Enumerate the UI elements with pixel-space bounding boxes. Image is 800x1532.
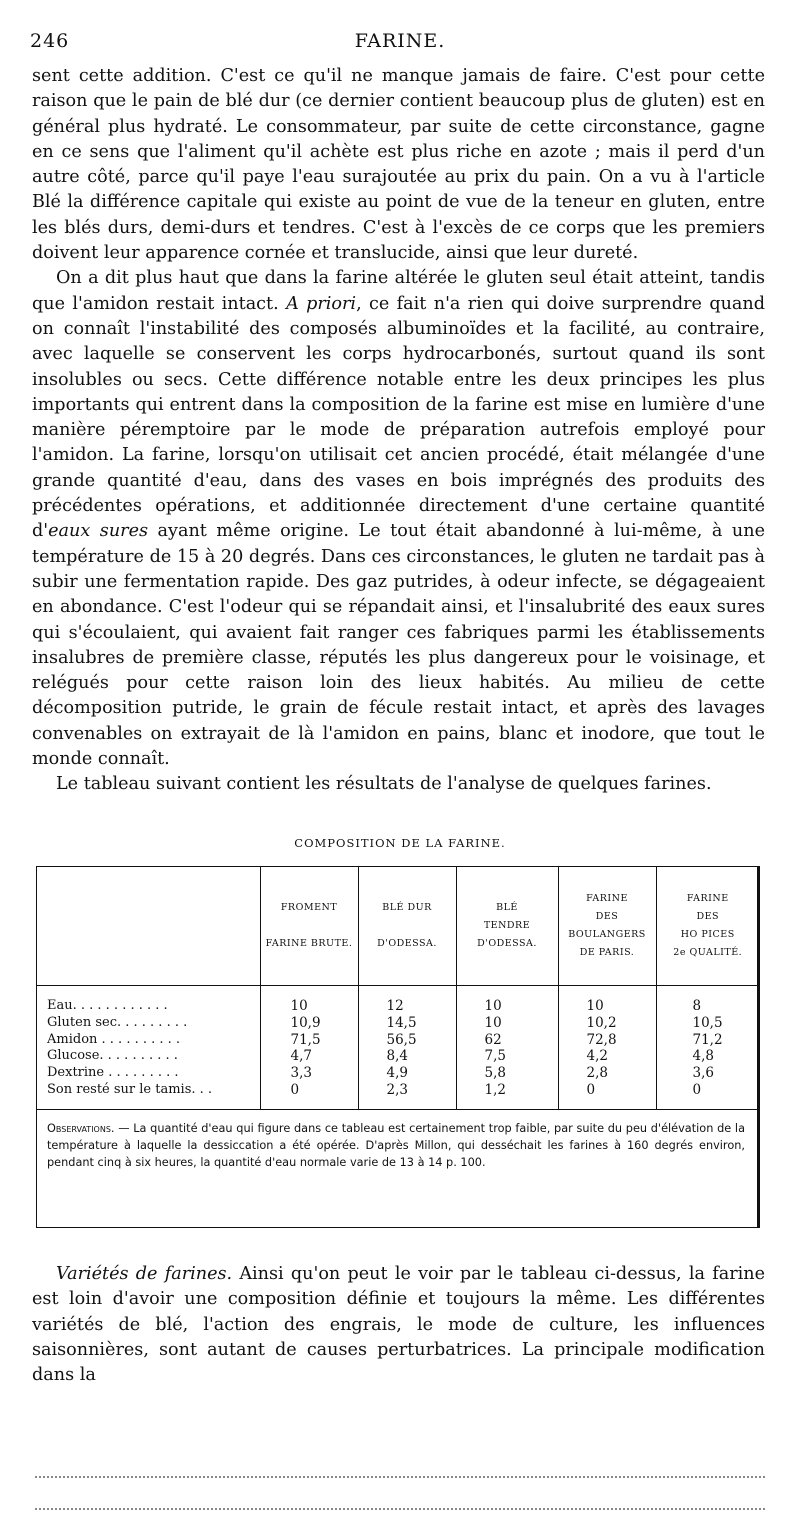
table-cell: 8 (656, 986, 759, 1015)
table-cell: 8,4 (358, 1048, 456, 1065)
paragraph-2-italic-a-priori: A priori (286, 293, 357, 314)
page-number: 246 (30, 30, 70, 52)
page-header (30, 30, 770, 56)
table-cell: 10,5 (656, 1015, 759, 1032)
table-cell: 56,5 (358, 1032, 456, 1049)
table-cell: 7,5 (456, 1048, 558, 1065)
column-header-hospices: FARINE DES HO PICES 2e QUALITÉ. (656, 867, 759, 986)
table-row (37, 1082, 759, 1109)
observations-label: Observations. (47, 1121, 115, 1135)
column-header-froment: FROMENT FARINE BRUTE. (260, 867, 358, 986)
running-title: FARINE. (354, 30, 446, 52)
table-cell: 10 (260, 986, 358, 1015)
table-cell: 0 (656, 1082, 759, 1109)
composition-table (36, 866, 760, 1228)
row-label: Son resté sur le tamis. . . (47, 1081, 213, 1097)
composition-grid (37, 867, 759, 1109)
table-cell: 71,5 (260, 1032, 358, 1049)
row-label: Glucose. . . . . . . . . . (47, 1048, 178, 1064)
table-cell: 4,9 (358, 1065, 456, 1082)
table-cell: 3,6 (656, 1065, 759, 1082)
table-row (37, 986, 759, 1015)
table-row (37, 1015, 759, 1032)
body-text-lower (32, 1262, 765, 1388)
column-header-ble-dur: BLÉ DUR D'ODESSA. (358, 867, 456, 986)
scan-noise-line (35, 1476, 765, 1480)
paragraph-2-part-b: , ce fait n'a rien qui doive surprendre quand on connaît l'instabilité des composés albuminoïdes et la facilité, au contraire, avec laquelle se conservent les corps hydrocarbonés, surtout quand ils sont insolubles ou secs. Cette différence notable entre les deux principes les plus importants qui entrent dans la composition de la farine est mise en lumière d'une manière péremptoire par le mode de préparation autrefois employé pour l'amidon. La farine, lorsqu'on utilisait cet ancien procédé, était mélangée d'une grande quantité d'eau, dans des vases en bois imprégnés des produits des précédentes opérations, et additionnée directement d'une certaine quantité d' (32, 293, 766, 542)
table-cell: 10,9 (260, 1015, 358, 1032)
section-heading-varietes: Variétés de farines. (56, 1264, 233, 1284)
table-cell: 1,2 (456, 1082, 558, 1109)
paragraph-4 (32, 1262, 765, 1388)
observations-text: — La quantité d'eau qui figure dans ce tableau est certainement trop faible, par suite du peu d'élévation de la température à laquelle la dessiccation a été opérée. D'après Millon, qui desséchait les farines à 160 degrés environ, pendant cinq à six heures, la quantité d'eau normale varie de 13 à 14 p. 100. (47, 1121, 745, 1169)
table-cell: 10 (456, 986, 558, 1015)
table-cell: 0 (558, 1082, 656, 1109)
table-cell: 4,7 (260, 1048, 358, 1065)
paragraph-2-part-a: On a dit plus haut que dans la farine altérée le gluten seul était atteint, tandis que l'amidon restait intact. (32, 268, 765, 314)
header-blank-cell (37, 867, 260, 986)
column-header-boulangers: FARINE DES BOULANGERS DE PARIS. (558, 867, 656, 986)
table-cell: 5,8 (456, 1065, 558, 1082)
table-caption: COMPOSITION DE LA FARINE. (294, 836, 506, 850)
table-cell: 12 (358, 986, 456, 1015)
row-label: Amidon . . . . . . . . . . (47, 1031, 181, 1047)
table-cell: 2,8 (558, 1065, 656, 1082)
row-label: Eau. . . . . . . . . . . . (47, 998, 168, 1013)
table-cell: 14,5 (358, 1015, 456, 1032)
table-observations (37, 1109, 757, 1171)
paragraph-1: sent cette addition. C'est ce qu'il ne manque jamais de faire. C'est pour cette raison que le pain de blé dur (ce dernier contient beaucoup plus de gluten) est en général plus hydraté. Le consommateur, par suite de cette circonstance, gagne en ce sens que l'aliment qu'il achète est plus riche en azote ; mais il perd d'un autre côté, parce qu'il paye l'eau surajoutée au prix du pain. On a vu à l'article Blé la différence capitale qui existe au point de vue de la teneur en gluten, entre les blés durs, demi-durs et tendres. C'est à l'excès de ce corps que les premiers doivent leur apparence cornée et translucide, ainsi que leur dureté. (32, 66, 765, 264)
row-label: Dextrine . . . . . . . . . (47, 1065, 179, 1081)
table-cell: 10,2 (558, 1015, 656, 1032)
table-row (37, 1048, 759, 1065)
table-row (37, 1065, 759, 1082)
paragraph-2-italic-eaux-sures: eaux sures (48, 521, 149, 542)
table-cell: 3,3 (260, 1065, 358, 1082)
table-header-row (37, 867, 759, 986)
table-cell: 10 (456, 1015, 558, 1032)
table-row (37, 1032, 759, 1049)
table-cell: 72,8 (558, 1032, 656, 1049)
paragraph-3: Le tableau suivant contient les résultats de l'analyse de quelques farines. (56, 774, 712, 795)
table-cell: 4,2 (558, 1048, 656, 1065)
scan-noise-line (35, 1508, 765, 1512)
table-cell: 10 (558, 986, 656, 1015)
column-header-ble-tendre: BLÉ TENDRE D'ODESSA. (456, 867, 558, 986)
paragraph-2 (32, 266, 765, 772)
paragraph-4-text: Ainsi qu'on peut le voir par le tableau ci-dessus, la farine est loin d'avoir une composition définie et toujours la même. Les différentes variétés de blé, l'action des engrais, le mode de culture, les influences saisonnières, sont autant de causes perturbatrices. La principale modification dans la (32, 1264, 765, 1386)
table-cell: 71,2 (656, 1032, 759, 1049)
table-cell: 2,3 (358, 1082, 456, 1109)
body-text-upper (32, 64, 765, 798)
row-label: Gluten sec. . . . . . . . . (47, 1014, 188, 1030)
table-cell: 62 (456, 1032, 558, 1049)
table-cell: 0 (260, 1082, 358, 1109)
paragraph-2-part-c: ayant même origine. Le tout était abandonné à lui-même, à une température de 15 à 20 degrés. Dans ces circonstances, le gluten ne tardait pas à subir une fermentation rapide. Des gaz putrides, à odeur infecte, se dégageaient en abondance. C'est l'odeur qui se répandait ainsi, et l'insalubrité des eaux sures qui s'écoulaient, qui avaient fait ranger ces fabriques parmi les établissements insalubres de première classe, réputés les plus dangereux pour le voisinage, et relégués pour cette raison loin des lieux habités. Au milieu de cette décomposition putride, le grain de fécule restait intact, et après des lavages convenables on extrayait de là l'amidon en pains, blanc et inodore, que tout le monde connaît. (32, 521, 765, 770)
table-cell: 4,8 (656, 1048, 759, 1065)
